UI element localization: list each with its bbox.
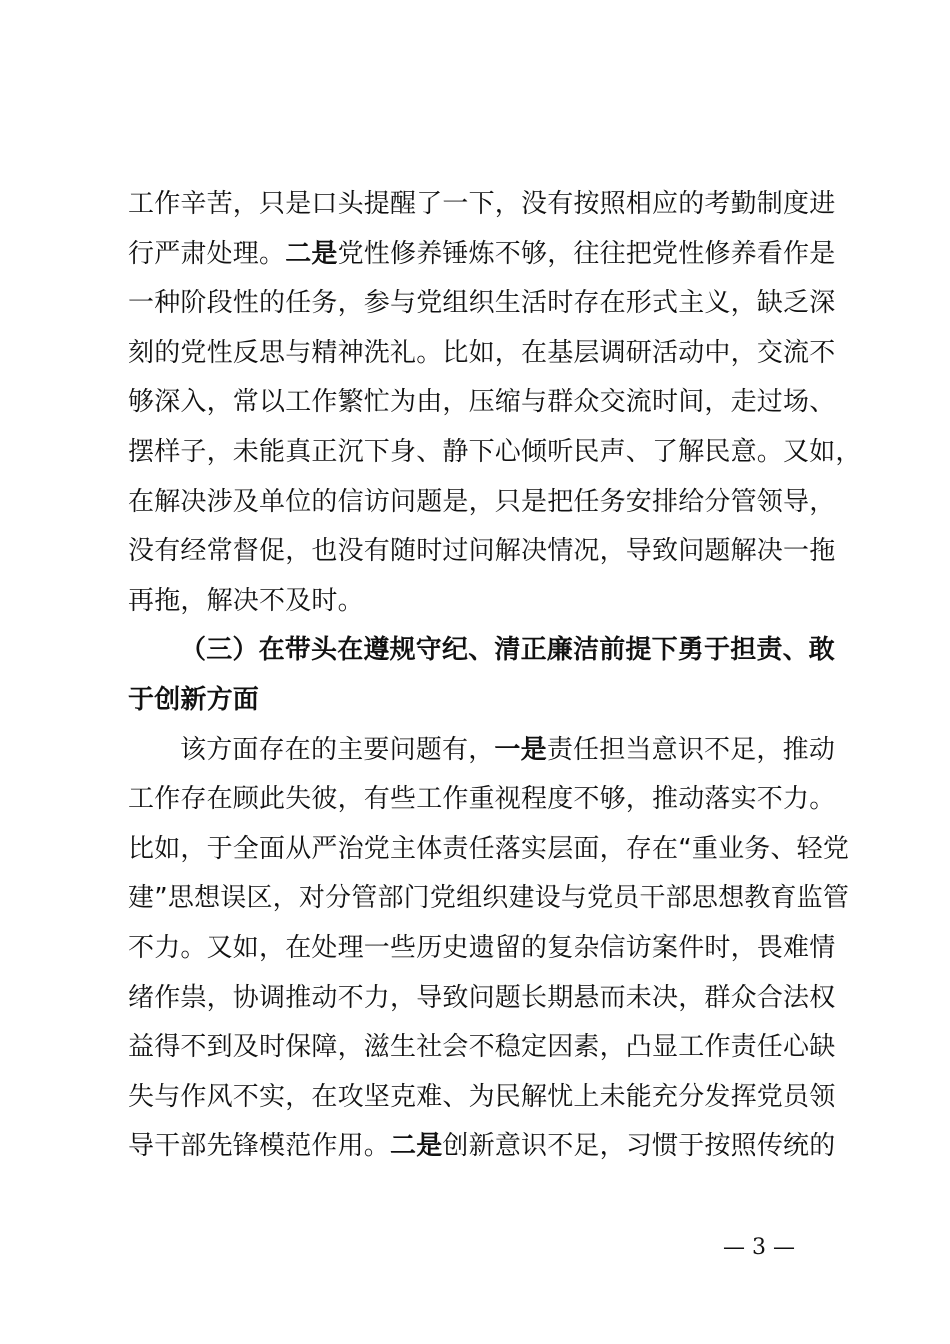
text-segment: 创新意识不足，习惯于按照传统的 [442,1131,836,1162]
page-number: — 3 — [723,1235,795,1260]
text-segment: 责任担当意识不足，推动 [546,734,836,765]
emphasis-text: 二是 [390,1131,443,1162]
text-segment: 不力。又如，在处理一些历史遗留的复杂信访案件时，畏难情 [128,932,836,963]
body-text-line [128,726,834,776]
body-text-line [128,378,834,428]
text-segment: 行严肃处理。 [128,238,286,269]
body-text-line [128,1073,834,1123]
text-segment: 益得不到及时保障，滋生社会不稳定因素，凸显工作责任心缺 [128,1032,836,1063]
text-segment: （三）在带头在遵规守纪、清正廉洁前提下勇于担责、敢 [180,635,836,666]
text-segment: 建”思想误区，对分管部门党组织建设与党员干部思想教育监管 [128,883,850,914]
text-segment: 刻的党性反思与精神洗礼。比如，在基层调研活动中，交流不 [128,337,836,368]
body-text-line [128,180,834,230]
text-segment: 失与作风不实，在攻坚克难、为民解忧上未能充分发挥党员领 [128,1081,836,1112]
body-text-line [128,230,834,280]
text-segment: 比如，于全面从严治党主体责任落实层面，存在“重业务、轻党 [128,833,850,864]
body-text-line [128,1122,834,1172]
text-segment: 工作辛苦，只是口头提醒了一下，没有按照相应的考勤制度进 [128,189,836,219]
text-segment: 于创新方面 [128,684,260,715]
text-segment: 够深入，常以工作繁忙为由，压缩与群众交流时间，走过场、 [128,387,836,418]
section-heading-line [128,626,834,676]
body-text-line [128,329,834,379]
body-text-line [128,924,834,974]
text-segment: 绪作祟，协调推动不力，导致问题长期悬而未决，群众合法权 [128,982,836,1013]
body-text-line [128,775,834,825]
body-text-line [128,428,862,478]
body-text-line [128,1023,834,1073]
section-heading-line [128,676,834,726]
text-segment: 导干部先锋模范作用。 [128,1131,391,1162]
text-segment: 该方面存在的主要问题有， [180,734,495,765]
emphasis-text: 一是 [494,734,547,765]
text-segment: 在解决涉及单位的信访问题是，只是把任务安排给分管领导， [128,486,836,517]
emphasis-text: 二是 [285,238,338,269]
text-segment: 一种阶段性的任务，参与党组织生活时存在形式主义，缺乏深 [128,288,836,319]
body-text-line [128,874,850,924]
body-text-line [128,527,834,577]
body-text-line [128,279,834,329]
body-text-line [128,577,834,627]
text-segment: 摆样子，未能真正沉下身、静下心倾听民声、了解民意。又如， [128,436,862,467]
text-segment: 工作存在顾此失彼，有些工作重视程度不够，推动落实不力。 [128,784,836,815]
text-segment: 没有经常督促，也没有随时过问解决情况，导致问题解决一拖 [128,536,836,567]
body-text-line [128,478,834,528]
text-segment: 再拖，解决不及时。 [128,585,364,616]
body-text-line [128,825,850,875]
body-text-line [128,974,834,1024]
text-segment: 党性修养锤炼不够，往往把党性修养看作是 [337,238,836,269]
document-body [128,180,862,1172]
